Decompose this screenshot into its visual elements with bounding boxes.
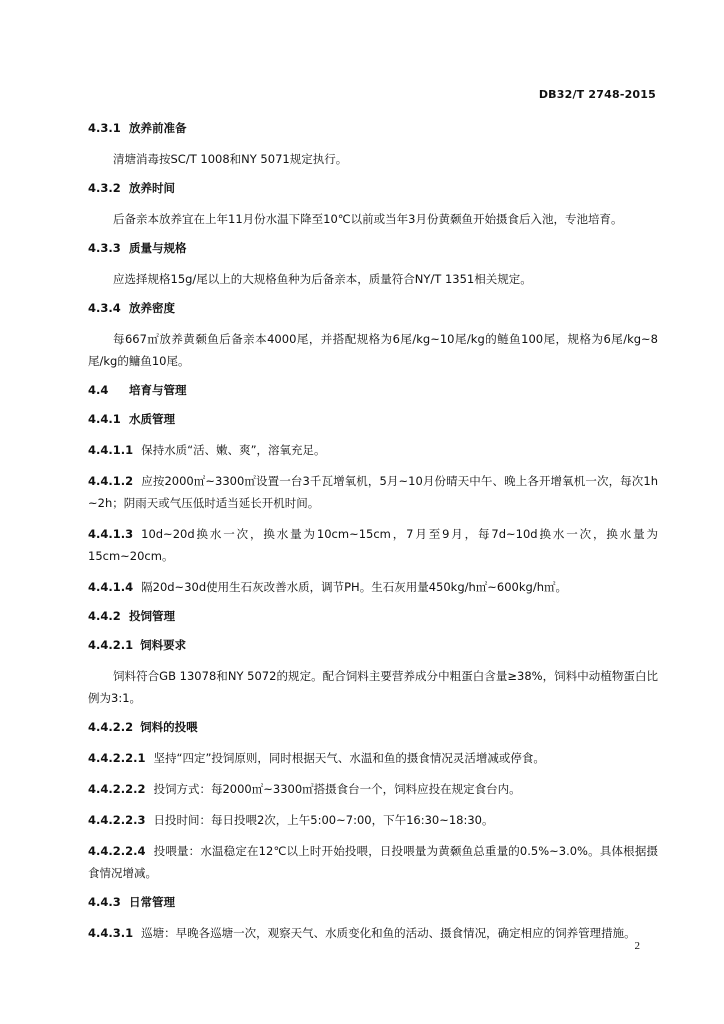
numbered-item xyxy=(88,439,658,461)
section-title: 日常管理 xyxy=(129,895,175,909)
section-title: 放养密度 xyxy=(129,301,175,315)
section-heading xyxy=(88,718,658,736)
section-title: 饲料的投喂 xyxy=(140,720,198,734)
section-heading xyxy=(88,636,658,654)
item-text: 10d~20d换水一次，换水量为10cm~15cm，7月至9月，每7d~10d换水一次，换水量为15cm~20cm。 xyxy=(88,527,658,563)
section-title: 培育与管理 xyxy=(129,383,187,397)
item-text: 坚持“四定”投饲原则，同时根据天气、水温和鱼的摄食情况灵活增减或停食。 xyxy=(153,751,545,765)
section-heading xyxy=(88,299,658,317)
section-heading xyxy=(88,381,658,399)
section-heading xyxy=(88,410,658,428)
numbered-item xyxy=(88,523,658,567)
section-number: 4.4.2.2 xyxy=(88,720,134,734)
document-body xyxy=(88,119,658,953)
numbered-item xyxy=(88,840,658,884)
numbered-item xyxy=(88,576,658,598)
section-title: 水质管理 xyxy=(129,412,175,426)
page-number: 2 xyxy=(634,940,640,952)
paragraph: 饲料符合GB 13078和NY 5072的规定。配合饲料主要营养成分中粗蛋白含量≥38%，饲料中动植物蛋白比例为3:1。 xyxy=(88,669,658,705)
item-text: 投饲方式：每2000㎡~3300㎡搭摄食台一个，饲料应投在规定食台内。 xyxy=(153,782,521,796)
section-heading xyxy=(88,239,658,257)
numbered-item xyxy=(88,922,658,944)
section-number: 4.4.1 xyxy=(88,412,121,426)
item-number: 4.4.2.2.1 xyxy=(88,751,146,765)
item-number: 4.4.2.2.3 xyxy=(88,813,146,827)
section-number: 4.3.1 xyxy=(88,121,121,135)
item-number: 4.4.1.1 xyxy=(88,443,134,457)
paragraph: 清塘消毒按SC/T 1008和NY 5071规定执行。 xyxy=(113,152,348,166)
section-title: 质量与规格 xyxy=(129,241,187,255)
section-heading xyxy=(88,893,658,911)
paragraph: 应选择规格15g/尾以上的大规格鱼种为后备亲本，质量符合NY/T 1351相关规定。 xyxy=(113,272,532,286)
item-number: 4.4.1.2 xyxy=(88,474,134,488)
section-title: 饲料要求 xyxy=(140,638,187,652)
paragraph: 每667㎡放养黄颡鱼后备亲本4000尾，并搭配规格为6尾/kg~10尾/kg的鲢鱼100尾，规格为6尾/kg~8尾/kg的鳙鱼10尾。 xyxy=(88,332,658,368)
paragraph: 后备亲本放养宜在上年11月份水温下降至10℃以前或当年3月份黄颡鱼开始摄食后入池，专池培育。 xyxy=(113,212,623,226)
item-text: 应按2000㎡~3300㎡设置一台3千瓦增氧机，5月~10月份晴天中午、晚上各开增氧机一次，每次1h ~2h；阴雨天或气压低时适当延长开机时间。 xyxy=(88,474,658,510)
section-number: 4.3.4 xyxy=(88,301,121,315)
numbered-item xyxy=(88,470,658,514)
section-number: 4.4.2 xyxy=(88,609,121,623)
section-heading xyxy=(88,119,658,137)
section-title: 放养前准备 xyxy=(129,121,187,135)
section-title: 放养时间 xyxy=(129,181,175,195)
section-number: 4.4.2.1 xyxy=(88,638,134,652)
numbered-item xyxy=(88,747,658,769)
section-number: 4.4.3 xyxy=(88,895,121,909)
item-text: 投喂量：水温稳定在12℃以上时开始投喂，日投喂量为黄颡鱼总重量的0.5%~3.0%。具体根据摄食情况增减。 xyxy=(88,844,658,880)
section-title: 投饲管理 xyxy=(129,609,175,623)
numbered-item xyxy=(88,778,658,800)
section-number: 4.4 xyxy=(88,383,109,397)
item-text: 巡塘：早晚各巡塘一次，观察天气、水质变化和鱼的活动、摄食情况，确定相应的饲养管理措施。 xyxy=(141,926,636,940)
item-text: 日投时间：每日投喂2次，上午5:00~7:00，下午16:30~18:30。 xyxy=(153,813,494,827)
section-number: 4.3.2 xyxy=(88,181,121,195)
section-heading xyxy=(88,607,658,625)
section-number: 4.3.3 xyxy=(88,241,121,255)
item-number: 4.4.3.1 xyxy=(88,926,134,940)
section-heading xyxy=(88,179,658,197)
item-number: 4.4.2.2.4 xyxy=(88,844,146,858)
document-code: DB32/T 2748-2015 xyxy=(538,88,656,101)
item-number: 4.4.1.3 xyxy=(88,527,134,541)
numbered-item xyxy=(88,809,658,831)
item-text: 隔20d~30d使用生石灰改善水质，调节PH。生石灰用量450kg/h㎡~600kg/h㎡。 xyxy=(141,580,567,594)
item-text: 保持水质“活、嫩、爽”，溶氧充足。 xyxy=(141,443,326,457)
item-number: 4.4.2.2.2 xyxy=(88,782,146,796)
item-number: 4.4.1.4 xyxy=(88,580,134,594)
